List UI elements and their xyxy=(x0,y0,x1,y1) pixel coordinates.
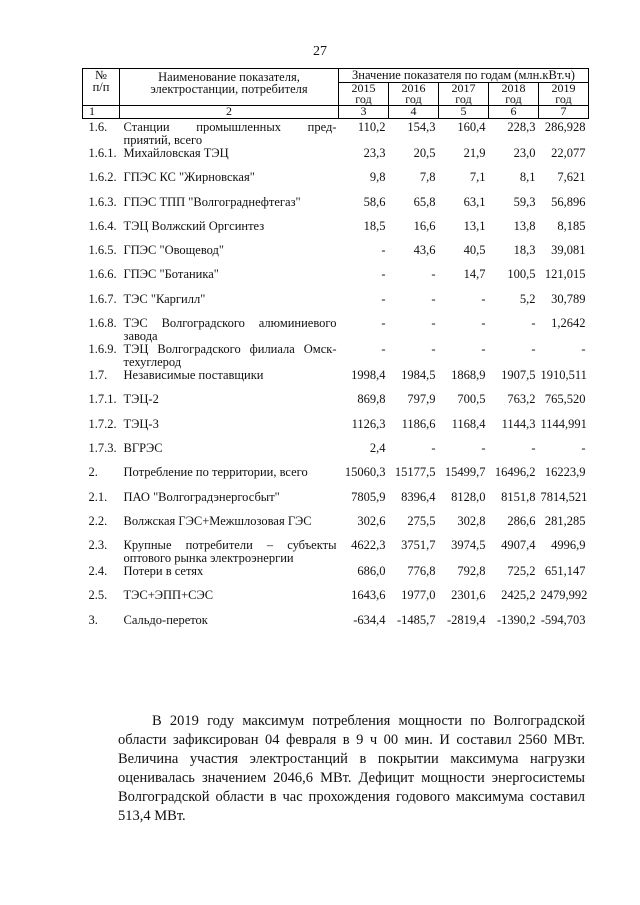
row-value: 7,8 xyxy=(419,170,436,185)
row-value: 16,6 xyxy=(413,218,436,233)
summary-paragraph: В 2019 году максимум потребления мощности по Волгоградской области зафиксирован 04 февраля в 9 ч 00 мин. И составил 2560 МВт. Величина участия электростанций в покрытии максимума нагрузки оценивалась значением 2046,6 МВт. Дефицит мощности энергосистемы Волгоградской области в час прохождения годового максимума составил 513,4 МВт. xyxy=(118,713,585,824)
row-value: 651,147 xyxy=(544,564,586,579)
row-value: 8151,8 xyxy=(501,489,536,504)
row-name: ВГРЭС xyxy=(123,440,163,455)
row-value: 1168,4 xyxy=(451,416,486,431)
row-number: 2. xyxy=(88,465,98,480)
row-value: 15499,7 xyxy=(444,465,486,480)
row-name: Станции промышленных пред-приятий, всего xyxy=(123,120,337,147)
row-value: 797,9 xyxy=(407,392,436,407)
row-value: -634,4 xyxy=(353,612,386,627)
row-value: 23,0 xyxy=(513,146,536,160)
row-value: 7,621 xyxy=(557,170,586,185)
table-row xyxy=(83,393,589,417)
row-number: 1.7.1. xyxy=(88,392,117,407)
row-value: 1907,5 xyxy=(501,368,536,383)
row-name: ГПЭС "Овощевод" xyxy=(123,243,225,258)
row-value: 18,5 xyxy=(363,218,386,233)
row-name: ТЭЦ Волгоградского филиала Омск-техуглерод xyxy=(123,342,337,370)
row-value: 18,3 xyxy=(513,243,536,258)
row-value: 15177,5 xyxy=(394,465,436,480)
table-row xyxy=(83,539,589,565)
row-value: 7805,9 xyxy=(351,489,386,504)
row-value: 275,5 xyxy=(407,513,436,528)
row-number: 1.7.3. xyxy=(88,440,117,455)
row-value: 228,3 xyxy=(507,120,536,134)
row-number: 1.6.6. xyxy=(88,267,117,282)
row-value: 776,8 xyxy=(407,564,436,579)
row-value: 2479,992 xyxy=(540,588,588,603)
row-name: ТЭС "Каргилл" xyxy=(123,291,206,306)
row-value: 160,4 xyxy=(457,120,486,134)
row-value: 121,015 xyxy=(544,267,586,282)
table-row xyxy=(83,515,589,539)
row-value: 700,5 xyxy=(457,392,486,407)
row-number: 2.1. xyxy=(88,489,108,504)
row-value: 15060,3 xyxy=(344,465,386,480)
row-value: 40,5 xyxy=(463,243,486,258)
row-value: -2819,4 xyxy=(446,612,486,627)
row-value: 286,6 xyxy=(507,513,536,528)
row-value: 4907,4 xyxy=(501,538,536,553)
row-value: 286,928 xyxy=(544,120,586,134)
row-number: 3. xyxy=(88,612,98,627)
row-value: 7,1 xyxy=(469,170,486,185)
row-number: 2.3. xyxy=(88,538,108,553)
row-value: - xyxy=(381,342,386,357)
row-value: 30,789 xyxy=(551,291,586,306)
row-value: 16496,2 xyxy=(494,465,536,480)
row-value: - xyxy=(481,342,486,357)
row-value: 3751,7 xyxy=(401,538,436,553)
row-name: ТЭЦ-2 xyxy=(123,392,159,407)
row-name: ПАО "Волгоградэнергосбыт" xyxy=(123,489,280,504)
table-body xyxy=(83,119,589,639)
table-row xyxy=(83,418,589,442)
row-value: 39,081 xyxy=(551,243,586,258)
header-year: 2016 год xyxy=(389,83,439,106)
row-value: - xyxy=(431,316,436,331)
table-row xyxy=(83,268,589,292)
row-value: 1868,9 xyxy=(451,368,486,383)
row-value: 869,8 xyxy=(357,392,386,407)
row-number: 2.4. xyxy=(88,564,108,579)
row-name: ТЭС+ЭПП+СЭС xyxy=(123,588,214,603)
row-value: 2301,6 xyxy=(451,588,486,603)
row-name: Независимые поставщики xyxy=(123,368,264,383)
table-row xyxy=(83,589,589,613)
row-value: 4622,3 xyxy=(351,538,386,553)
row-value: 8396,4 xyxy=(401,489,436,504)
header-year: 2018 год xyxy=(489,83,539,106)
row-value: -1485,7 xyxy=(396,612,436,627)
row-name: ТЭЦ-3 xyxy=(123,416,159,431)
row-value: 100,5 xyxy=(507,267,536,282)
row-value: 1144,3 xyxy=(501,416,536,431)
row-value: 56,896 xyxy=(551,194,586,209)
row-value: 9,8 xyxy=(369,170,386,185)
row-value: 110,2 xyxy=(357,120,386,134)
row-value: 1643,6 xyxy=(351,588,386,603)
row-value: 1984,5 xyxy=(401,368,436,383)
row-value: -1390,2 xyxy=(496,612,536,627)
row-name: Волжская ГЭС+Межшлозовая ГЭС xyxy=(123,513,312,528)
row-number: 1.6.1. xyxy=(88,146,117,160)
table-row xyxy=(83,196,589,220)
row-value: 1186,6 xyxy=(401,416,436,431)
row-value: 686,0 xyxy=(357,564,386,579)
row-value: 21,9 xyxy=(463,146,486,160)
row-number: 1.6.9. xyxy=(88,342,117,357)
row-number: 1.6. xyxy=(88,120,108,134)
data-table xyxy=(82,68,589,638)
table-row xyxy=(83,317,589,343)
row-value: 8,1 xyxy=(519,170,536,185)
row-number: 1.6.3. xyxy=(88,194,117,209)
row-number: 1.6.8. xyxy=(88,316,117,331)
row-value: 765,520 xyxy=(544,392,586,407)
row-value: 281,285 xyxy=(544,513,586,528)
row-value: 1910,511 xyxy=(540,368,587,383)
row-value: - xyxy=(481,440,486,455)
header-year: 2015 год xyxy=(339,83,389,106)
row-value: - xyxy=(381,316,386,331)
row-value: - xyxy=(531,316,536,331)
table-row xyxy=(83,442,589,466)
column-number: 4 xyxy=(389,106,439,119)
table-row xyxy=(83,119,589,148)
table-row xyxy=(83,293,589,317)
row-name: Михайловская ТЭЦ xyxy=(123,146,229,160)
row-value: - xyxy=(481,291,486,306)
row-value: 8,185 xyxy=(557,218,586,233)
column-number: 5 xyxy=(439,106,489,119)
table-row xyxy=(83,466,589,490)
row-value: 7814,521 xyxy=(540,489,588,504)
column-number: 2 xyxy=(120,106,339,119)
row-value: - xyxy=(581,440,586,455)
row-value: 1126,3 xyxy=(351,416,386,431)
header-values-caption: Значение показателя по годам (млн.кВт.ч) xyxy=(339,69,589,83)
column-number: 6 xyxy=(489,106,539,119)
table-row xyxy=(83,147,589,171)
row-value: 792,8 xyxy=(457,564,486,579)
row-value: - xyxy=(531,440,536,455)
table-row xyxy=(83,369,589,393)
row-value: - xyxy=(381,267,386,282)
header-name: Наименование показателя, электростанции, потребителя xyxy=(120,69,339,106)
row-value: 1998,4 xyxy=(351,368,386,383)
row-name: ГПЭС "Ботаника" xyxy=(123,267,219,282)
row-value: 302,8 xyxy=(457,513,486,528)
column-number: 7 xyxy=(539,106,589,119)
row-value: 22,077 xyxy=(551,146,586,160)
row-value: 725,2 xyxy=(507,564,536,579)
page-number: 27 xyxy=(313,44,327,59)
row-value: - xyxy=(431,267,436,282)
table-row xyxy=(83,171,589,195)
table-row xyxy=(83,343,589,369)
row-value: 65,8 xyxy=(413,194,436,209)
header-year: 2017 год xyxy=(439,83,489,106)
row-value: 1,2642 xyxy=(551,316,586,331)
row-name: ТЭЦ Волжский Оргсинтез xyxy=(123,218,265,233)
row-value: - xyxy=(431,440,436,455)
row-value: 154,3 xyxy=(407,120,436,134)
row-value: 5,2 xyxy=(519,291,536,306)
row-name: Крупные потребители – субъекты оптового рынка электроэнергии xyxy=(123,538,337,566)
row-value: 14,7 xyxy=(463,267,486,282)
row-value: -594,703 xyxy=(540,612,586,627)
row-value: 2,4 xyxy=(369,440,386,455)
row-value: 1977,0 xyxy=(401,588,436,603)
row-number: 1.7.2. xyxy=(88,416,117,431)
row-number: 1.7. xyxy=(88,368,108,383)
row-name: ГПЭС КС "Жирновская" xyxy=(123,170,255,185)
row-name: Сальдо-переток xyxy=(123,612,208,627)
row-number: 2.5. xyxy=(88,588,108,603)
row-name: ТЭС Волгоградского алюминиевого завода xyxy=(123,316,337,344)
row-value: 16223,9 xyxy=(544,465,586,480)
row-value: - xyxy=(431,342,436,357)
row-value: 13,8 xyxy=(513,218,536,233)
table-row xyxy=(83,491,589,515)
table-row xyxy=(83,614,589,638)
row-value: - xyxy=(431,291,436,306)
row-value: 20,5 xyxy=(413,146,436,160)
column-number: 1 xyxy=(83,106,120,119)
row-number: 1.6.2. xyxy=(88,170,117,185)
row-number: 1.6.4. xyxy=(88,218,117,233)
column-number: 3 xyxy=(339,106,389,119)
row-name: ГПЭС ТПП "Волгограднефтегаз" xyxy=(123,194,301,209)
row-name: Потребление по территории, всего xyxy=(123,465,308,480)
table-row xyxy=(83,565,589,589)
row-value: 2425,2 xyxy=(501,588,536,603)
table-row xyxy=(83,244,589,268)
row-value: 4996,9 xyxy=(551,538,586,553)
row-value: 13,1 xyxy=(463,218,486,233)
row-number: 1.6.5. xyxy=(88,243,117,258)
row-value: 8128,0 xyxy=(451,489,486,504)
row-value: 59,3 xyxy=(513,194,536,209)
row-value: - xyxy=(531,342,536,357)
row-value: 63,1 xyxy=(463,194,486,209)
row-value: 302,6 xyxy=(357,513,386,528)
row-value: 23,3 xyxy=(363,146,386,160)
row-value: - xyxy=(381,243,386,258)
row-value: 3974,5 xyxy=(451,538,486,553)
header-num: № п/п xyxy=(83,69,120,106)
row-number: 2.2. xyxy=(88,513,108,528)
row-number: 1.6.7. xyxy=(88,291,117,306)
row-value: - xyxy=(581,342,586,357)
row-value: 1144,991 xyxy=(540,416,587,431)
table-row xyxy=(83,220,589,244)
header-year: 2019 год xyxy=(539,83,589,106)
row-value: 43,6 xyxy=(413,243,436,258)
row-value: - xyxy=(481,316,486,331)
row-value: - xyxy=(381,291,386,306)
row-value: 763,2 xyxy=(507,392,536,407)
row-value: 58,6 xyxy=(363,194,386,209)
row-name: Потери в сетях xyxy=(123,564,204,579)
